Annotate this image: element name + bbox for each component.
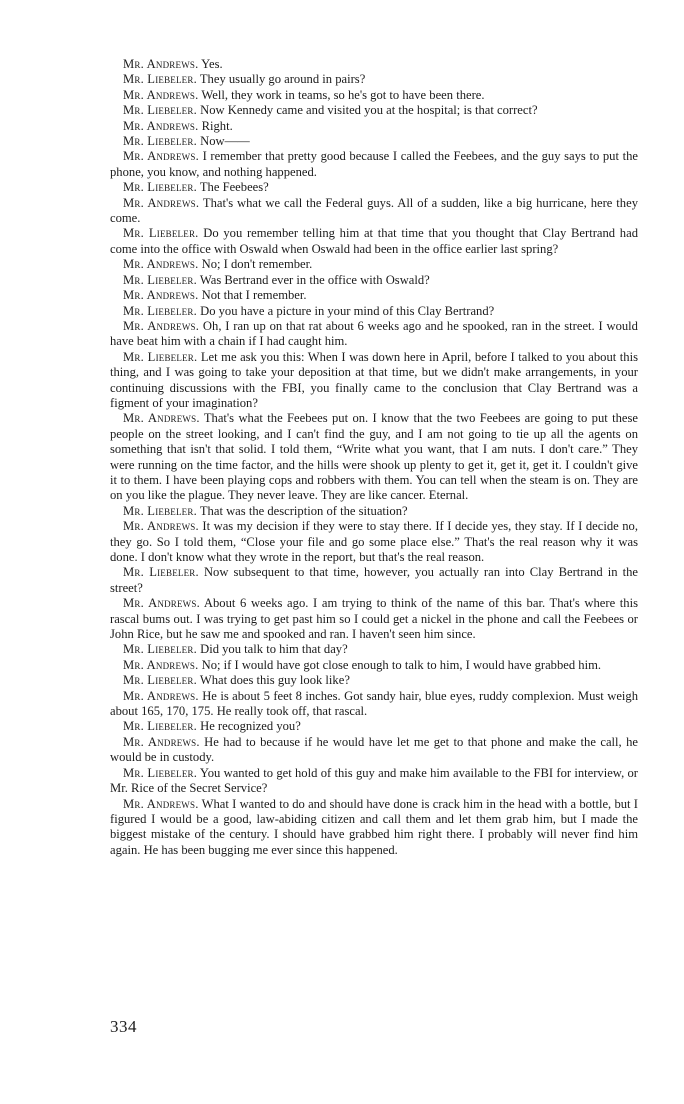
testimony-text: Right.: [201, 118, 233, 133]
speaker-name: Mr. Liebeler.: [123, 180, 197, 195]
testimony-text: Let me ask you this: When I was down here in April, before I talked to you about this thing, and I was going to take your deposition at that time, but we didn't make arrangements, in your continuing discussions with the FBI, you finally came to the conclusion that Clay Bertrand was a figment of your imagination?: [110, 349, 638, 410]
speaker-name: Mr. Liebeler.: [123, 503, 197, 518]
transcript-paragraph: [110, 642, 638, 657]
speaker-name: Mr. Andrews.: [123, 318, 200, 333]
transcript-paragraph: [110, 719, 638, 734]
transcript-paragraph: [110, 180, 638, 195]
transcript-paragraph: [110, 689, 638, 720]
transcript-paragraph: [110, 735, 638, 766]
testimony-text: You wanted to get hold of this guy and make him available to the FBI for interview, or Mr. Rice of the Secret Service?: [110, 765, 639, 796]
transcript-page: [110, 57, 638, 858]
transcript-paragraph: [110, 658, 638, 673]
speaker-name: Mr. Andrews.: [123, 596, 200, 611]
transcript-paragraph: [110, 519, 638, 565]
testimony-text: Now Kennedy came and visited you at the hospital; is that correct?: [200, 103, 538, 118]
transcript-paragraph: [110, 797, 638, 859]
testimony-text: Not that I remember.: [201, 288, 307, 303]
testimony-text: Now subsequent to that time, however, you actually ran into Clay Bertrand in the street?: [110, 565, 638, 595]
speaker-name: Mr. Andrews.: [123, 257, 199, 272]
transcript-paragraph: [110, 88, 638, 103]
testimony-text: Was Bertrand ever in the office with Oswald?: [199, 272, 430, 287]
speaker-name: Mr. Liebeler.: [123, 303, 197, 318]
testimony-text: Now——: [200, 134, 250, 149]
speaker-name: Mr. Andrews.: [123, 734, 200, 749]
speaker-name: Mr. Liebeler.: [123, 103, 197, 118]
testimony-text: About 6 weeks ago. I am trying to think of the name of this bar. That's where this rascal bums out. I was trying to get past him so I could get a nickel in the phone and call the Feebees or John Rice, but he saw me and spooked and ran. I haven't seen him since.: [110, 596, 638, 642]
transcript-paragraph: [110, 196, 638, 227]
speaker-name: Mr. Andrews.: [123, 57, 199, 71]
speaker-name: Mr. Andrews.: [123, 688, 199, 703]
speaker-name: Mr. Andrews.: [123, 118, 199, 133]
speaker-name: Mr. Andrews.: [123, 87, 199, 102]
transcript-paragraph: [110, 350, 638, 412]
testimony-text: I remember that pretty good because I called the Feebees, and the guy says to put the phone, you know, and nothing happened.: [110, 149, 638, 179]
speaker-name: Mr. Andrews.: [123, 149, 199, 164]
testimony-text: They usually go around in pairs?: [199, 72, 366, 87]
transcript-paragraph: [110, 119, 638, 134]
speaker-name: Mr. Liebeler.: [123, 134, 197, 149]
testimony-text: He recognized you?: [200, 719, 301, 734]
transcript-paragraph: [110, 57, 638, 72]
testimony-text: Do you have a picture in your mind of this Clay Bertrand?: [200, 303, 495, 318]
testimony-text: Do you remember telling him at that time that you thought that Clay Bertrand had come into the office with Oswald when Oswald had been in the office earlier last spring?: [110, 226, 638, 256]
speaker-name: Mr. Liebeler.: [123, 565, 199, 580]
speaker-name: Mr. Liebeler.: [123, 642, 197, 657]
speaker-name: Mr. Andrews.: [123, 796, 199, 811]
speaker-name: Mr. Liebeler.: [123, 272, 197, 287]
testimony-text: Oh, I ran up on that rat about 6 weeks ago and he spooked, ran in the street. I would have beat him with a chain if I had caught him.: [110, 318, 638, 349]
page-number: 334: [110, 1017, 137, 1036]
transcript-paragraph: [110, 596, 638, 642]
transcript-paragraph: [110, 766, 638, 797]
testimony-text: The Feebees?: [199, 180, 269, 195]
testimony-text: Yes.: [201, 57, 223, 71]
transcript-paragraph: [110, 504, 638, 519]
transcript-paragraph: [110, 288, 638, 303]
speaker-name: Mr. Liebeler.: [123, 673, 197, 688]
transcript-paragraph: [110, 273, 638, 288]
testimony-text: Well, they work in teams, so he's got to have been there.: [201, 87, 485, 102]
testimony-text: No; if I would have got close enough to talk to him, I would have grabbed him.: [201, 657, 602, 672]
speaker-name: Mr. Liebeler.: [123, 719, 197, 734]
testimony-text: It was my decision if they were to stay there. If I decide yes, they stay. If I decide no, they go. So I told them, “Close your file and go some place else.” That's the real reason why it was done. I don't know what they wrote in the report, but that's the real reason.: [110, 519, 638, 564]
transcript-paragraph: [110, 319, 638, 350]
testimony-text: Did you talk to him that day?: [200, 642, 348, 657]
transcript-paragraph: [110, 72, 638, 87]
speaker-name: Mr. Andrews.: [123, 411, 200, 426]
transcript-paragraph: [110, 673, 638, 688]
testimony-text: He is about 5 feet 8 inches. Got sandy hair, blue eyes, ruddy complexion. Must weigh about 165, 170, 175. He really took off, that rascal.: [110, 688, 638, 719]
transcript-paragraph: [110, 257, 638, 272]
transcript-paragraph: [110, 134, 638, 149]
speaker-name: Mr. Liebeler.: [123, 765, 198, 780]
transcript-paragraph: [110, 304, 638, 319]
testimony-text: That's what the Feebees put on. I know that the two Feebees are going to put these people on the street looking, and I can't find the guy, and I am not going to tie up all the agents on something that isn't that solid. I told them, “Write what you want, that I am nuts. I don't care.” They were running on the time factor, and the hills were shook up plenty to get it, get it, get it. I couldn't give it to them. I have been playing cops and robbers with them. You can tell when the steam is on. They are on you like the plague. They never leave. They are like cancer. Eternal.: [110, 411, 638, 503]
speaker-name: Mr. Andrews.: [123, 195, 200, 210]
transcript-paragraph: [110, 226, 638, 257]
testimony-text: He had to because if he would have let me get to that phone and make the call, he would be in custody.: [110, 734, 639, 765]
transcript-paragraph: [110, 411, 638, 503]
speaker-name: Mr. Liebeler.: [123, 226, 199, 241]
speaker-name: Mr. Andrews.: [123, 288, 199, 303]
speaker-name: Mr. Andrews.: [123, 519, 199, 534]
testimony-text: What does this guy look like?: [199, 673, 350, 688]
transcript-paragraph: [110, 149, 638, 180]
testimony-text: That's what we call the Federal guys. All of a sudden, like a big hurricane, here they come.: [110, 195, 638, 226]
transcript-paragraph: [110, 565, 638, 596]
speaker-name: Mr. Andrews.: [123, 657, 199, 672]
testimony-text: That was the description of the situation?: [199, 503, 408, 518]
speaker-name: Mr. Liebeler.: [123, 72, 197, 87]
transcript-paragraph: [110, 103, 638, 118]
speaker-name: Mr. Liebeler.: [123, 349, 198, 364]
testimony-text: No; I don't remember.: [201, 257, 313, 272]
testimony-text: What I wanted to do and should have done is crack him in the head with a bottle, but I figured I would be a good, law-abiding citizen and call them and let them grab him, but I made the biggest mistake of the century. I should have grabbed him right there. I probably will never find him again. He has been bugging me ever since this happened.: [110, 796, 638, 857]
